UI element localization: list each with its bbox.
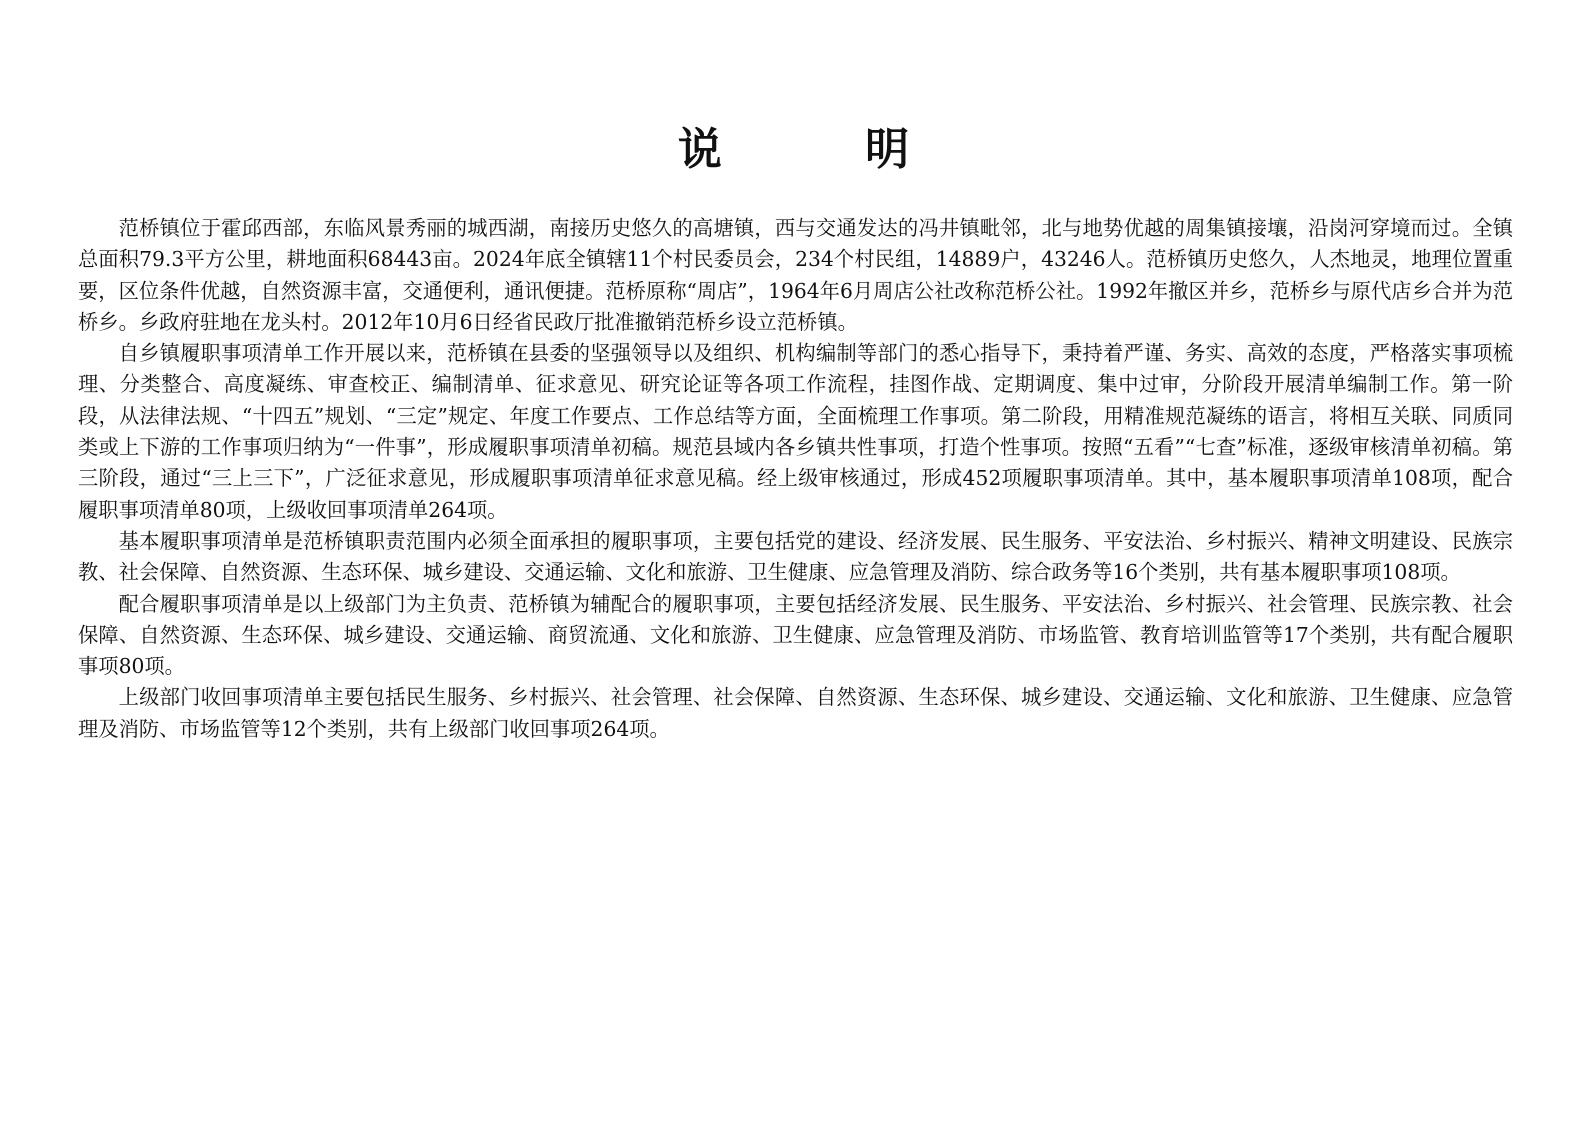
paragraph-cooperative-duties: 配合履职事项清单是以上级部门为主负责、范桥镇为辅配合的履职事项，主要包括经济发展、民生服务、平安法治、乡村振兴、社会管理、民族宗教、社会保障、自然资源、生态环保、城乡建设、交通运输、商贸流通、文化和旅游、卫生健康、应急管理及消防、市场监管、教育培训监管等17个类别，共有配合履职事项80项。	[78, 591, 1513, 679]
page-title: 说 明	[677, 124, 974, 175]
document-body	[78, 213, 1513, 745]
paragraph-reclaimed-duties: 上级部门收回事项清单主要包括民生服务、乡村振兴、社会管理、社会保障、自然资源、生态环保、城乡建设、交通运输、文化和旅游、卫生健康、应急管理及消防、市场监管等12个类别，共有上级部门收回事项264项。	[78, 685, 1513, 741]
paragraph-town-overview: 范桥镇位于霍邱西部，东临风景秀丽的城西湖，南接历史悠久的高塘镇，西与交通发达的冯井镇毗邻，北与地势优越的周集镇接壤，沿岗河穿境而过。全镇总面积79.3平方公里，耕地面积68443亩。2024年底全镇辖11个村民委员会，234个村民组，14889户，43246人。范桥镇历史悠久，人杰地灵，地理位置重要，区位条件优越，自然资源丰富，交通便利，通讯便捷。范桥原称“周店”，1964年6月周店公社改称范桥公社。1992年撤区并乡，范桥乡与原代店乡合并为范桥乡。乡政府驻地在龙头村。2012年10月6日经省民政厅批准撤销范桥乡设立范桥镇。	[78, 216, 1513, 334]
paragraph-compilation-process: 自乡镇履职事项清单工作开展以来，范桥镇在县委的坚强领导以及组织、机构编制等部门的悉心指导下，秉持着严谨、务实、高效的态度，严格落实事项梳理、分类整合、高度凝练、审查校正、编制清单、征求意见、研究论证等各项工作流程，挂图作战、定期调度、集中过审，分阶段开展清单编制工作。第一阶段，从法律法规、“十四五”规划、“三定”规定、年度工作要点、工作总结等方面，全面梳理工作事项。第二阶段，用精准规范凝练的语言，将相互关联、同质同类或上下游的工作事项归纳为“一件事”，形成履职事项清单初稿。规范县域内各乡镇共性事项，打造个性事项。按照“五看”“七查”标准，逐级审核清单初稿。第三阶段，通过“三上三下”，广泛征求意见，形成履职事项清单征求意见稿。经上级审核通过，形成452项履职事项清单。其中，基本履职事项清单108项，配合履职事项清单80项，上级收回事项清单264项。	[78, 341, 1513, 522]
paragraph-basic-duties: 基本履职事项清单是范桥镇职责范围内必须全面承担的履职事项，主要包括党的建设、经济发展、民生服务、平安法治、乡村振兴、精神文明建设、民族宗教、社会保障、自然资源、生态环保、城乡建设、交通运输、文化和旅游、卫生健康、应急管理及消防、综合政务等16个类别，共有基本履职事项108项。	[78, 528, 1513, 585]
